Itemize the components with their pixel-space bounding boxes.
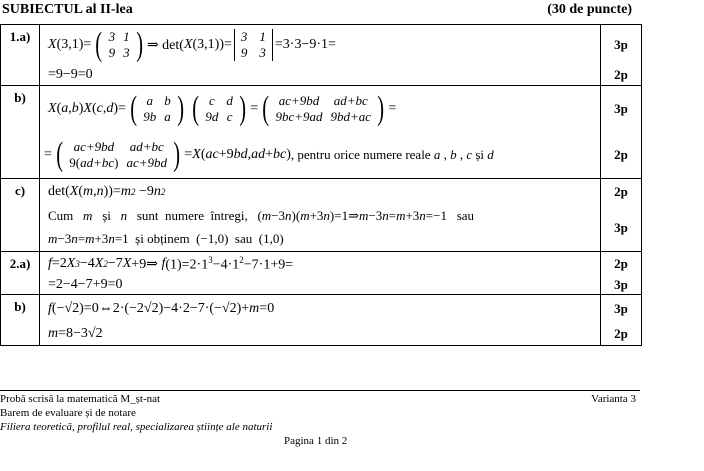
points-value: 3p: [614, 220, 628, 235]
points-value: 2p: [614, 184, 628, 199]
section-points: (30 de puncte): [547, 2, 632, 17]
solution-cell: [40, 295, 601, 346]
section-title: SUBIECTUL al II-lea: [2, 2, 133, 17]
item-label: 2.a): [1, 252, 40, 295]
points-value: 3p: [614, 37, 628, 52]
item-label: 1.a): [1, 25, 40, 86]
grading-table: [0, 24, 642, 346]
solution-line: =2−4−7+9=0: [48, 277, 123, 292]
points-value: 3p: [614, 301, 628, 316]
table-row: [1, 86, 642, 179]
solution-cell: [40, 179, 601, 252]
item-label: c): [1, 179, 40, 252]
footer-track: Filiera teoretică, profilul real, specializarea științe ale naturii: [0, 421, 273, 433]
points-value: 3p: [614, 101, 628, 116]
matrix: ( 3 1 9 3 ): [95, 26, 143, 63]
solution-line: f (−√2)=0⇔2·(−2√2)−4·2−7·(−√2)+ m =0: [48, 301, 275, 316]
points-value: 2p: [614, 326, 628, 341]
matrix: ( a b 9b a ): [130, 90, 184, 127]
variant-label: Varianta 3: [591, 393, 636, 405]
points-cell: [601, 295, 642, 346]
solution-line: X ( a , b ) X ( c , d )= ( a b 9b a ) ( c d 9d c ) = ( ac+9bd ad+bc 9bc+9ad 9bd+ac ) =: [48, 90, 397, 127]
solution-cell: [40, 25, 601, 86]
points-cell: [601, 252, 642, 295]
matrix: ( ac+9bd ad+bc 9(ad+bc) ac+9bd ): [56, 136, 181, 173]
points-cell: [601, 86, 642, 179]
solution-line: m −3 n = m +3 n =1 și obținem (−1,0) sau (1,0): [48, 231, 284, 246]
table-row: [1, 25, 642, 86]
points-cell: [601, 25, 642, 86]
solution-cell: [40, 252, 601, 295]
section-header: [0, 2, 632, 20]
footer-subtitle: Barem de evaluare și de notare: [0, 407, 136, 419]
solution-line: f =2 X 3 −4 X 2 −7 X +9⇒ f $(1)=2\cdot 1^3-4\cdot 1^2-7\cdot 1+9=$: [48, 254, 294, 273]
solution-line: = ( ac+9bd ad+bc 9(ad+bc) ac+9bd ) = X ( ac +9 bd , ad + bc ) , pentru orice numere reale a , b , c și d: [44, 136, 494, 173]
matrix: ( ac+9bd ad+bc 9bc+9ad 9bd+ac ): [262, 90, 385, 127]
solution-line: m =8−3√2: [48, 326, 103, 341]
solution-cell: [40, 86, 601, 179]
solution-line: Cum m și n sunt numere întregi, ( m −3 n )( m +3 n )=1⇒ m −3 n = m +3 n =−1 sau: [48, 208, 475, 223]
points-value: 2p: [614, 147, 628, 162]
solution-line: det( X ( m , n ))= m 2 −9 n 2: [48, 184, 166, 199]
points-value: 2p: [614, 67, 628, 82]
table-row: [1, 252, 642, 295]
page-number: Pagina 1 din 2: [284, 435, 348, 447]
footer-exam-name: Probă scrisă la matematică M_șt-nat: [0, 393, 161, 405]
item-label: b): [1, 295, 40, 346]
matrix: ( c d 9d c ): [192, 90, 246, 127]
points-cell: [601, 179, 642, 252]
table-row: [1, 295, 642, 346]
determinant: 3 1 9 3: [234, 29, 273, 61]
page-footer: [0, 390, 640, 447]
solution-line: =9−9=0: [48, 67, 93, 82]
item-label: b): [1, 86, 40, 179]
points-value: 2p: [614, 256, 628, 271]
points-value: 3p: [614, 277, 628, 292]
table-row: [1, 179, 642, 252]
solution-line: X (3,1)= ( 3 1 9 3 ) ⇒ det( X (3,1))= 3 1 9 3 =3·3−9·1=: [48, 26, 336, 63]
